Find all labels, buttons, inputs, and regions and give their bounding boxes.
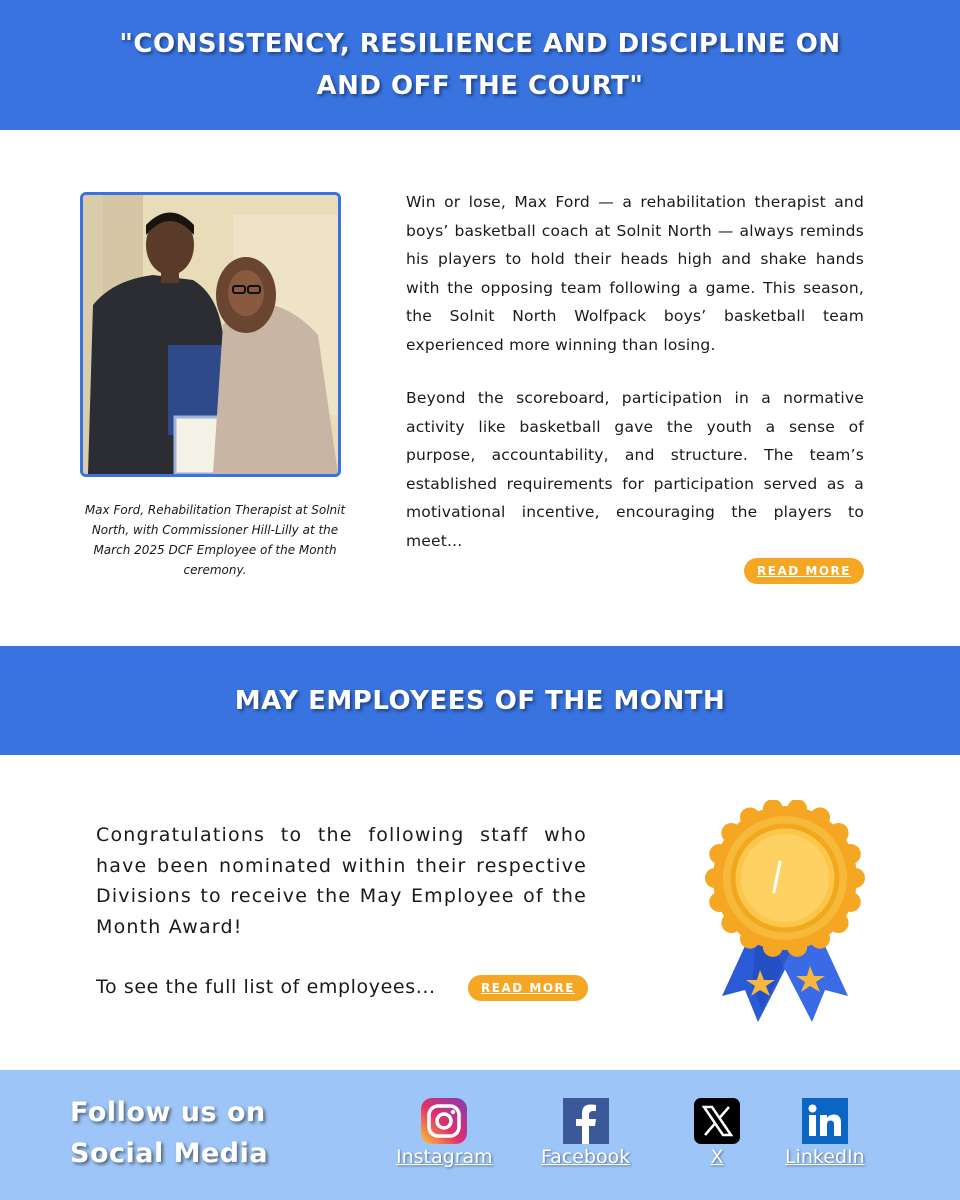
facebook-link[interactable]	[541, 1098, 630, 1168]
photo-illustration	[83, 195, 338, 474]
employees-congrats-text: Congratulations to the following staff who have been nominated within their respective Divisions to receive the May Employee of the Month Award!	[96, 824, 587, 938]
article-paragraph-2: Beyond the scoreboard, participation in a normative activity like basketball gave the youth a sense of purpose, accountability, and structure. The team’s established requirements for participation served as a motivational incentive, encouraging the players to meet...	[406, 389, 864, 550]
instagram-icon	[421, 1098, 467, 1144]
medal-scallop	[763, 800, 783, 819]
employees-heading: MAY EMPLOYEES OF THE MONTH	[234, 685, 726, 716]
feature-read-more-button[interactable]: READ MORE	[744, 558, 864, 584]
award-medal-icon	[700, 800, 870, 1025]
instagram-link[interactable]	[396, 1098, 493, 1168]
top-banner	[0, 0, 960, 130]
linkedin-icon	[802, 1098, 848, 1144]
employees-see-list-text: To see the full list of employees...	[96, 976, 436, 998]
medal-scallop	[787, 937, 807, 957]
x-link[interactable]	[694, 1098, 740, 1168]
medal-scallop	[763, 937, 783, 957]
facebook-icon	[563, 1098, 609, 1144]
feature-photo	[80, 192, 341, 477]
feature-headline: "CONSISTENCY, RESILIENCE AND DISCIPLINE ON AND OFF THE COURT"	[119, 29, 841, 101]
medal-scallop	[845, 868, 865, 888]
medal-scallop	[787, 800, 807, 819]
x-label: X	[710, 1146, 724, 1168]
feature-article	[406, 188, 864, 555]
x-icon	[694, 1098, 740, 1144]
linkedin-label: LinkedIn	[785, 1146, 865, 1168]
employees-banner	[0, 646, 960, 755]
photo-caption: Max Ford, Rehabilitation Therapist at Solnit North, with Commissioner Hill-Lilly at the March 2025 DCF Employee of the Month ceremony.	[84, 503, 346, 577]
follow-us-text: Follow us on Social Media	[70, 1097, 269, 1169]
facebook-label: Facebook	[541, 1146, 631, 1168]
employees-read-more-button[interactable]: READ MORE	[468, 975, 588, 1001]
medal-scallop	[705, 868, 725, 888]
linkedin-link[interactable]	[785, 1098, 865, 1168]
instagram-label: Instagram	[396, 1146, 493, 1168]
article-paragraph-1: Win or lose, Max Ford — a rehabilitation therapist and boys’ basketball coach at Solnit North — always reminds his players to hold their heads high and shake hands with the opposing team following a game. This season, the Solnit North Wolfpack boys’ basketball team experienced more winning than losing.	[406, 193, 864, 354]
